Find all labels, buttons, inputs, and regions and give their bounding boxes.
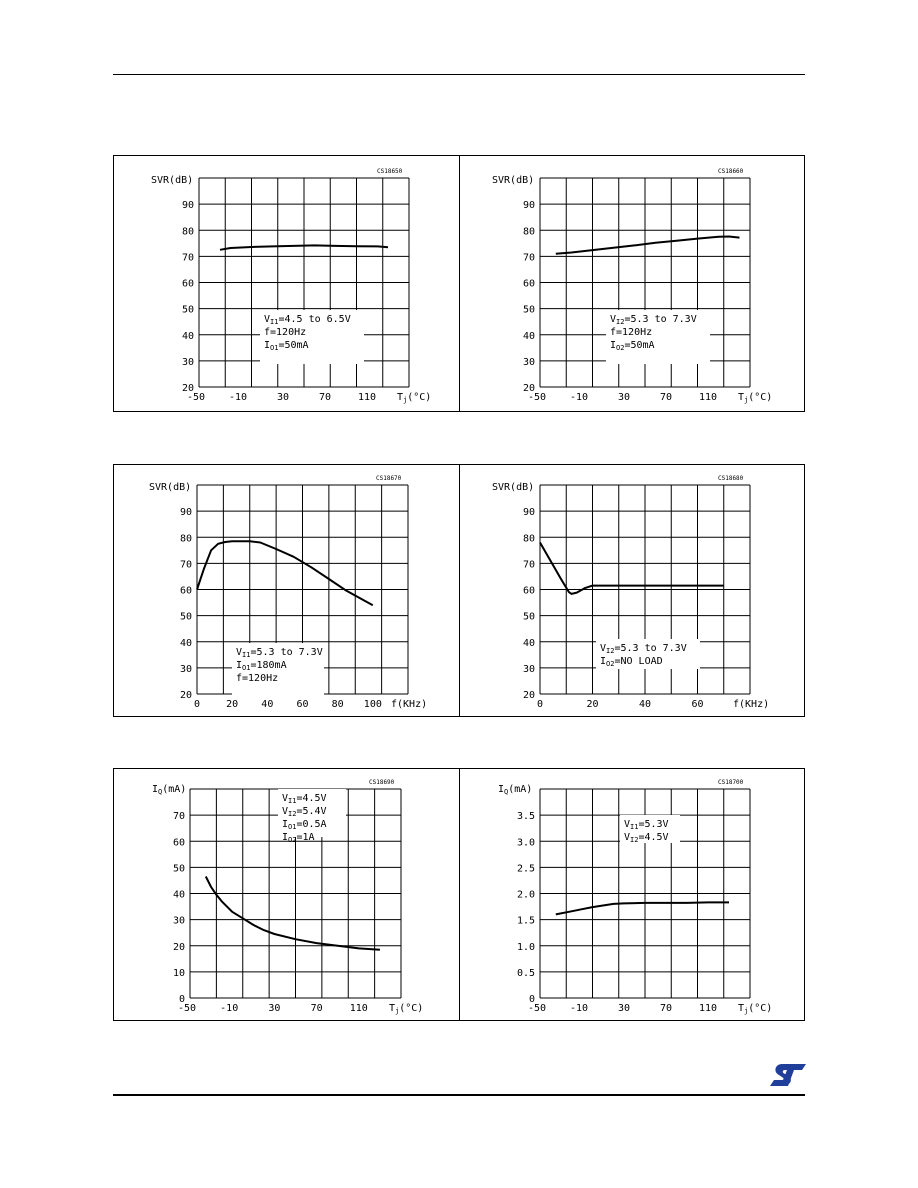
x-tick-label: 110 [698, 392, 718, 403]
x-axis-label: $T_j(^\circ C)$ [397, 392, 432, 404]
condition-label: f=120Hz [264, 327, 307, 338]
y-tick-label: 30 [522, 356, 535, 368]
x-axis-label: f(KHz) [733, 699, 770, 710]
y-tick-label: 3.5 [516, 811, 535, 823]
x-tick-label: 40 [261, 699, 274, 710]
y-tick-label: 40 [172, 889, 185, 901]
y-axis-label: SVR(dB) [149, 482, 192, 493]
panel-svr-vs-freq-output2 [459, 464, 805, 717]
x-tick-label: 70 [659, 392, 673, 403]
x-tick-label: -10 [569, 392, 589, 403]
y-axis-label: SVR(dB) [492, 175, 535, 186]
y-tick-label: 20 [172, 941, 185, 953]
y-tick-label: 40 [179, 637, 192, 649]
condition-label: f=120Hz [236, 673, 279, 684]
condition-label: $I_{O2}=1A$ [282, 832, 315, 844]
x-tick-label: -10 [569, 1003, 589, 1014]
st-logo-icon [768, 1062, 808, 1088]
y-tick-label: 60 [522, 278, 535, 290]
x-axis-label: $T_j(^\circ C)$ [389, 1003, 424, 1015]
y-tick-label: 30 [172, 915, 185, 927]
y-tick-label: 60 [179, 585, 192, 597]
y-tick-label: 70 [172, 811, 185, 823]
x-tick-label: 40 [638, 699, 652, 710]
x-tick-label: 110 [349, 1003, 368, 1014]
y-tick-label: 20 [181, 383, 194, 394]
series-line [540, 543, 724, 594]
chart-code: CS18650 [377, 168, 403, 175]
condition-label: $V_{I1}=4.5V$ [282, 793, 327, 805]
y-tick-label: 80 [181, 226, 194, 238]
y-tick-label: 60 [522, 585, 535, 597]
y-tick-label: 50 [179, 611, 192, 623]
chart-code: CS18680 [718, 475, 744, 482]
x-tick-label: 100 [363, 699, 382, 710]
y-tick-label: 90 [179, 507, 192, 519]
panel-iq-vs-tj-loaded [113, 768, 460, 1021]
y-tick-label: 50 [172, 863, 185, 875]
y-tick-label: 50 [181, 304, 194, 316]
y-tick-label: 40 [181, 330, 194, 342]
x-axis-label: $T_j(^\circ C)$ [738, 392, 773, 404]
y-tick-label: 70 [179, 559, 192, 571]
y-tick-label: 40 [522, 637, 535, 649]
y-tick-label: 20 [522, 383, 535, 394]
condition-label: $I_{O2}=50mA$ [610, 340, 655, 352]
y-axis-label: $I_Q(mA)$ [152, 784, 187, 796]
condition-label: $I_{O2}=NO$ LOAD [600, 656, 663, 668]
x-tick-label: -10 [228, 392, 248, 403]
y-tick-label: 80 [522, 533, 535, 545]
chart-iq-vs-tj-loaded [114, 769, 461, 1022]
x-tick-label: 70 [318, 392, 332, 403]
chart-code: CS18660 [718, 168, 744, 175]
x-tick-label: 20 [586, 699, 599, 710]
y-tick-label: 0 [528, 994, 535, 1005]
y-tick-label: 80 [522, 226, 535, 238]
x-tick-label: 30 [617, 1003, 631, 1014]
y-tick-label: 3.0 [516, 837, 535, 849]
y-tick-label: 1.5 [516, 915, 535, 927]
y-tick-label: 40 [522, 330, 535, 342]
x-tick-label: 0 [193, 699, 201, 710]
y-tick-label: 70 [181, 252, 194, 264]
y-axis-label: $I_Q(mA)$ [498, 784, 533, 796]
chart-code: CS18690 [369, 779, 395, 786]
y-tick-label: 50 [522, 611, 535, 623]
condition-label: $V_{I2}=5.3$ to 7.3V [600, 643, 687, 655]
chart-svr-vs-tj-output1 [114, 156, 461, 413]
x-tick-label: 60 [296, 699, 309, 710]
x-tick-label: 70 [310, 1003, 323, 1014]
y-tick-label: 70 [522, 252, 535, 264]
y-tick-label: 90 [522, 507, 535, 519]
condition-label: $V_{I1}=4.5$ to 6.5V [264, 314, 351, 326]
condition-label: $V_{I1}=5.3$ to 7.3V [236, 647, 323, 659]
condition-label: $V_{I2}=4.5V$ [624, 832, 669, 844]
x-tick-label: 30 [617, 392, 631, 403]
chart-code: CS18700 [718, 779, 744, 786]
y-tick-label: 70 [522, 559, 535, 571]
panel-svr-vs-freq-output1 [113, 464, 460, 717]
condition-label: $I_{O1}=50mA$ [264, 340, 309, 352]
y-tick-label: 30 [179, 663, 192, 675]
y-tick-label: 90 [522, 200, 535, 212]
x-tick-label: 70 [659, 1003, 673, 1014]
header-rule [113, 74, 805, 75]
x-tick-label: 60 [691, 699, 704, 710]
y-tick-label: 80 [179, 533, 192, 545]
y-tick-label: 1.0 [516, 941, 535, 953]
y-tick-label: 2.0 [516, 889, 535, 901]
series-line [556, 237, 740, 254]
y-tick-label: 50 [522, 304, 535, 316]
y-tick-label: 2.5 [516, 863, 535, 875]
condition-label: $V_{I1}=5.3V$ [624, 819, 669, 831]
panel-svr-vs-tj-output2 [459, 155, 805, 412]
footer-rule [113, 1094, 805, 1096]
panel-iq-vs-tj-noload [459, 768, 805, 1021]
x-tick-label: 30 [276, 392, 290, 403]
condition-label: $V_{I2}=5.4V$ [282, 806, 327, 818]
chart-code: CS18670 [376, 475, 402, 482]
condition-label: f=120Hz [610, 327, 653, 338]
series-line [556, 902, 729, 914]
y-tick-label: 90 [181, 200, 194, 212]
y-tick-label: 30 [522, 663, 535, 675]
x-tick-label: 80 [331, 699, 344, 710]
y-tick-label: 30 [181, 356, 194, 368]
y-tick-label: 60 [181, 278, 194, 290]
x-axis-label: $T_j(^\circ C)$ [738, 1003, 773, 1015]
chart-svr-vs-tj-output2 [460, 156, 806, 413]
y-tick-label: 0 [178, 994, 185, 1005]
y-axis-label: SVR(dB) [492, 482, 535, 493]
y-tick-label: 10 [172, 967, 185, 979]
y-tick-label: 20 [522, 690, 535, 701]
x-tick-label: -10 [220, 1003, 239, 1014]
x-tick-label: 30 [268, 1003, 281, 1014]
y-tick-label: 0.5 [516, 967, 535, 979]
x-tick-label: -50 [177, 1003, 197, 1014]
chart-svr-vs-freq-output2 [460, 465, 806, 718]
x-tick-label: -50 [527, 1003, 547, 1014]
series-line [206, 877, 380, 950]
condition-label: $I_{O1}=180mA$ [236, 660, 287, 672]
y-tick-label: 60 [172, 837, 185, 849]
chart-svr-vs-freq-output1 [114, 465, 461, 718]
panel-svr-vs-tj-output1 [113, 155, 460, 412]
x-axis-label: f(KHz) [391, 699, 428, 710]
x-tick-label: -50 [186, 392, 206, 403]
condition-label: $V_{I2}=5.3$ to 7.3V [610, 314, 697, 326]
x-tick-label: 110 [357, 392, 377, 403]
chart-iq-vs-tj-noload [460, 769, 806, 1022]
x-tick-label: 110 [698, 1003, 718, 1014]
x-tick-label: -50 [527, 392, 547, 403]
y-tick-label: 20 [179, 690, 192, 701]
y-axis-label: SVR(dB) [151, 175, 194, 186]
x-tick-label: 20 [226, 699, 239, 710]
condition-label: $I_{O1}=0.5A$ [282, 819, 327, 831]
x-tick-label: 0 [536, 699, 544, 710]
